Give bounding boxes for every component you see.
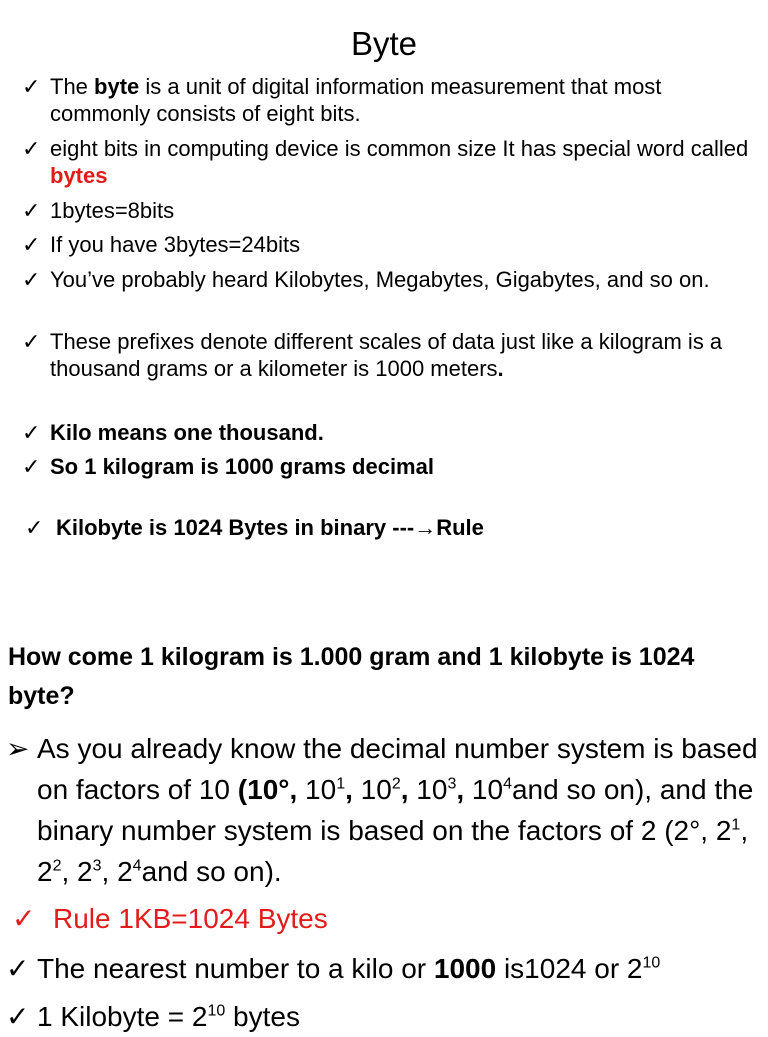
line-text: 1 Kilobyte = 2 [37, 1001, 208, 1032]
bullet-text: The [50, 74, 95, 99]
bullet-kilo-meaning [22, 419, 757, 446]
answer-bold-text: , [400, 774, 417, 805]
answer-text: and so on). [141, 856, 282, 887]
check-icon: ✓ [6, 1001, 30, 1032]
bullet-text: Kilobyte is 1024 Bytes in binary --- [56, 515, 415, 540]
exponent: 3 [92, 857, 102, 875]
exponent: 10 [642, 954, 661, 972]
bullet-text: Kilo means one thousand. [50, 420, 324, 445]
exponent: 2 [391, 775, 401, 793]
line-text: bytes [225, 1001, 300, 1032]
line-bold-text: 1000 [433, 953, 497, 984]
line-text: is1024 or 2 [496, 953, 643, 984]
check-icon: ✓ [22, 420, 41, 445]
exponent: 3 [447, 775, 457, 793]
bullet-bold-text: byte [94, 74, 140, 99]
rule-text: Rule 1KB=1024 Bytes [53, 903, 328, 934]
check-icon: ✓ [22, 232, 41, 257]
answer-text: 10 [360, 774, 392, 805]
answer-text: 10 [416, 774, 448, 805]
exponent: 1 [336, 775, 346, 793]
answer-paragraph [6, 728, 764, 892]
exponent: 1 [731, 816, 741, 834]
bullet-bold-text: . [497, 356, 504, 381]
answer-bold-text: , [345, 774, 361, 805]
slide-title: Byte [350, 25, 418, 62]
bullet-text: 1bytes=8bits [50, 198, 175, 223]
check-icon: ✓ [6, 953, 30, 984]
check-icon: ✓ [22, 329, 41, 354]
nearest-number-line [6, 948, 764, 989]
exponent: 2 [52, 857, 62, 875]
line-text: The nearest number to a kilo or [37, 953, 434, 984]
check-icon: ✓ [25, 515, 44, 540]
exponent: 10 [207, 1002, 226, 1020]
answer-text: As you already know the decimal number system is based on factors of 10 [37, 733, 758, 805]
bullet-text: You’ve probably heard Kilobytes, Megabytes, Gigabytes, and so on. [50, 267, 710, 292]
rule-line [6, 898, 764, 939]
kilobyte-line [6, 996, 764, 1037]
bullet-3bytes [22, 231, 757, 258]
answer-bold-text: , [456, 774, 472, 805]
bullet-scales [22, 328, 757, 382]
answer-bold-text: (10°, [237, 774, 306, 805]
answer-text: , 2 [61, 856, 93, 887]
bullet-kilobyte-rule [22, 514, 757, 541]
bullet-highlight-text: bytes [50, 163, 108, 188]
arrow-bullet-icon: ➢ [6, 733, 30, 764]
check-icon: ✓ [22, 198, 41, 223]
bullet-byte-definition [22, 73, 757, 127]
bullet-text: If you have 3bytes=24bits [50, 232, 301, 257]
bullet-eight-bits [22, 135, 757, 189]
answer-text: 10 [471, 774, 504, 805]
bullet-text: is a unit of digital information measurement that most commonly consists of eight bits. [50, 74, 662, 126]
answer-text: and so on), and the binary number system is based on the factors of 2 (2°, 2 [37, 774, 754, 846]
answer-text: , 2 [37, 815, 749, 887]
bullet-text: So 1 kilogram is 1000 grams decimal [50, 454, 434, 479]
check-icon: ✓ [12, 903, 36, 934]
answer-text: , 2 [101, 856, 133, 887]
exponent: 4 [503, 775, 512, 793]
answer-text: 10 [305, 774, 337, 805]
bullet-text: eight bits in computing device is common size It has special word called [50, 136, 749, 161]
question-heading: How come 1 kilogram is 1.000 gram and 1 kilobyte is 1024 byte? [8, 643, 695, 710]
right-arrow-icon: → [414, 515, 437, 540]
bullet-text: These prefixes denote different scales of data just like a kilogram is a thousand grams or a kilometer is 1000 meters [50, 329, 723, 381]
bullet-prefixes-heard [22, 266, 757, 293]
bullet-text: Rule [436, 515, 484, 540]
bullet-1byte [22, 197, 757, 224]
check-icon: ✓ [22, 454, 41, 479]
bullet-kilogram [22, 453, 757, 480]
check-icon: ✓ [22, 74, 41, 99]
check-icon: ✓ [22, 267, 41, 292]
check-icon: ✓ [22, 136, 41, 161]
exponent: 4 [132, 857, 142, 875]
